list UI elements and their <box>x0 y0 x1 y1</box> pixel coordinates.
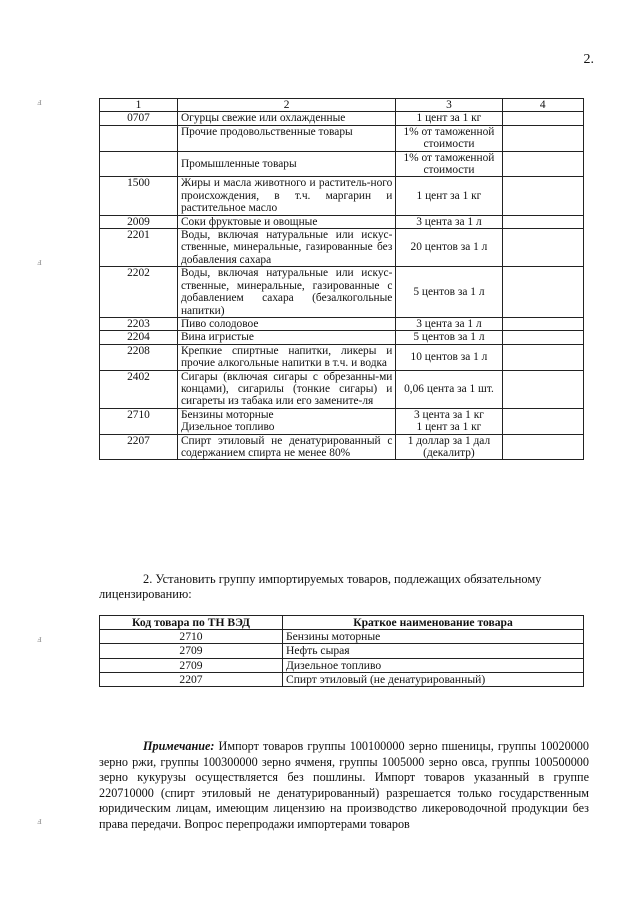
note-text: Импорт товаров группы 100100000 зерно пшеницы, группы 10020000 зерно ржи, группы 100300000 зерно ячменя, группы 1005000 зерно овса, группы 100500000 зерно кукурузы осуществляется без пошлины. Импорт товаров указанный в группе 220710000 (спирт этиловый не денатурированный) разрешается только государственным юридическим лицам, имеющим лицензию на производство ликероводочной продукции без права передачи. Вопрос перепродажи импортерами товаров <box>99 739 589 831</box>
table-row <box>100 177 584 215</box>
name-cell: Вина игристые <box>177 331 395 344</box>
table-header-row <box>100 99 584 112</box>
code-cell: 1500 <box>100 177 178 215</box>
empty-cell <box>502 408 584 434</box>
rate-cell: 3 цента за 1 л <box>396 215 502 228</box>
empty-cell <box>502 112 584 125</box>
rate-cell: 10 центов за 1 л <box>396 344 502 370</box>
rate-cell: 1% от таможенной стоимости <box>396 151 502 177</box>
name-cell: Крепкие спиртные напитки, ликеры и прочие алкогольные напитки в т.ч. и водка <box>177 344 395 370</box>
rate-cell: 5 центов за 1 л <box>396 267 502 318</box>
rate-cell: 0,06 цента за 1 шт. <box>396 370 502 408</box>
table-row <box>100 317 584 330</box>
table-row <box>100 630 584 644</box>
name-cell: Спирт этиловый не денатурированный с содержанием спирта не менее 80% <box>177 434 395 460</box>
name-cell <box>177 408 395 434</box>
empty-cell <box>502 370 584 408</box>
rate-cell: 3 цента за 1 л <box>396 317 502 330</box>
header-name: Краткое наименование товара <box>283 616 584 630</box>
name-cell: Пиво солодовое <box>177 317 395 330</box>
table-row <box>100 229 584 267</box>
name-cell: Воды, включая натуральные или искус-ственные, минеральные, газированные с добавлением сахара (безалкогольные напитки) <box>177 267 395 318</box>
empty-cell <box>502 434 584 460</box>
code-cell: 2709 <box>100 658 283 672</box>
table-row <box>100 370 584 408</box>
margin-mark: ⅎ <box>37 256 42 268</box>
table-row <box>100 215 584 228</box>
name-line: Бензины моторные <box>180 408 274 421</box>
rate-cell <box>396 408 502 434</box>
code-cell: 2203 <box>100 317 178 330</box>
rate-cell: 1 цент за 1 кг <box>396 112 502 125</box>
table-row <box>100 267 584 318</box>
header-cell: 3 <box>396 99 502 112</box>
name-cell: Бензины моторные <box>283 630 584 644</box>
header-code: Код товара по ТН ВЭД <box>100 616 283 630</box>
table-header-row <box>100 616 584 630</box>
note-label: Примечание: <box>143 739 215 753</box>
empty-cell <box>502 317 584 330</box>
name-cell: Промышленные товары <box>177 151 395 177</box>
name-line: Дизельное топливо <box>180 421 275 434</box>
code-cell: 2204 <box>100 331 178 344</box>
empty-cell <box>502 267 584 318</box>
code-cell: 2207 <box>100 434 178 460</box>
empty-cell <box>502 151 584 177</box>
table-row <box>100 434 584 460</box>
margin-mark: ⅎ <box>37 633 42 645</box>
code-cell: 2709 <box>100 644 283 658</box>
code-cell <box>100 151 178 177</box>
header-cell: 4 <box>502 99 584 112</box>
name-cell: Спирт этиловый (не денатурированный) <box>283 672 584 686</box>
table-row <box>100 672 584 686</box>
licensing-paragraph <box>99 572 589 602</box>
empty-cell <box>502 229 584 267</box>
name-cell: Сигары (включая сигары с обрезанны-ми концами), сигарилы (тонкие сигары) и сигареты из табака или его замените-ля <box>177 370 395 408</box>
header-cell: 2 <box>177 99 395 112</box>
empty-cell <box>502 344 584 370</box>
name-cell: Жиры и масла животного и раститель-ного происхождения, в т.ч. маргарин и растительное масло <box>177 177 395 215</box>
table-row <box>100 644 584 658</box>
rate-cell: 1 цент за 1 кг <box>396 177 502 215</box>
code-cell: 2208 <box>100 344 178 370</box>
empty-cell <box>502 331 584 344</box>
table-row <box>100 331 584 344</box>
code-cell: 2710 <box>100 408 178 434</box>
table-row <box>100 151 584 177</box>
header-cell: 1 <box>100 99 178 112</box>
margin-mark: ⅎ <box>37 815 42 827</box>
table-row <box>100 658 584 672</box>
name-cell: Воды, включая натуральные или искус-ственные, минеральные, газированные без добавления сахара <box>177 229 395 267</box>
name-cell: Огурцы свежие или охлажденные <box>177 112 395 125</box>
rate-cell: 5 центов за 1 л <box>396 331 502 344</box>
margin-mark: ⅎ <box>37 96 42 108</box>
name-cell: Дизельное топливо <box>283 658 584 672</box>
rate-cell: 1 доллар за 1 дал (декалитр) <box>396 434 502 460</box>
table-row <box>100 112 584 125</box>
rate-line: 3 цента за 1 кг <box>413 408 484 421</box>
licensing-table <box>99 615 584 687</box>
note-paragraph <box>99 739 589 833</box>
code-cell: 2207 <box>100 672 283 686</box>
name-cell: Прочие продовольственные товары <box>177 125 395 151</box>
empty-cell <box>502 125 584 151</box>
code-cell: 2202 <box>100 267 178 318</box>
rate-line: 1 цент за 1 кг <box>416 421 482 434</box>
rate-cell: 20 центов за 1 л <box>396 229 502 267</box>
code-cell: 2402 <box>100 370 178 408</box>
empty-cell <box>502 215 584 228</box>
table-row <box>100 125 584 151</box>
tariff-table <box>99 98 584 460</box>
code-cell <box>100 125 178 151</box>
code-cell: 0707 <box>100 112 178 125</box>
paragraph-text: 2. Установить группу импортируемых товаров, подлежащих обязательному лицензированию: <box>99 572 542 601</box>
code-cell: 2201 <box>100 229 178 267</box>
rate-cell: 1% от таможенной стоимости <box>396 125 502 151</box>
table-row <box>100 344 584 370</box>
name-cell: Нефть сырая <box>283 644 584 658</box>
code-cell: 2710 <box>100 630 283 644</box>
empty-cell <box>502 177 584 215</box>
code-cell: 2009 <box>100 215 178 228</box>
table-row <box>100 408 584 434</box>
name-cell: Соки фруктовые и овощные <box>177 215 395 228</box>
page-number: 2. <box>583 52 594 67</box>
